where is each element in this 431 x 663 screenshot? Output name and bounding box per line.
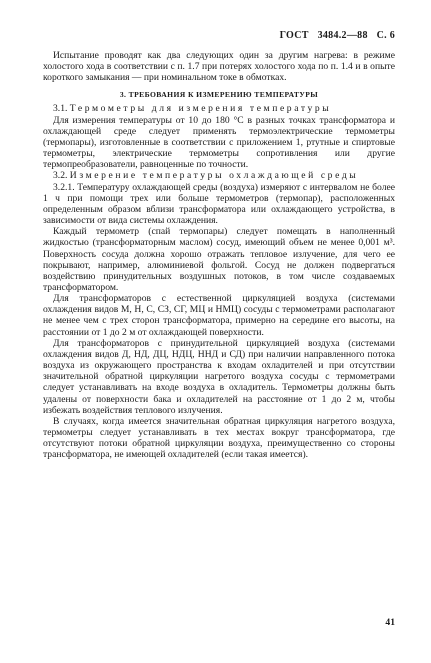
header-page-label: С. 6	[376, 30, 395, 41]
paragraph-forced-circulation: Для трансформаторов с принудительной циркуляцией воздуха (системами охлаждения видов Д, НД, ДЦ, НДЦ, ННД и СД) при наличии направленного потока воздуха из окружающего пространства к входам охладителей и при отсутствии значительной обратной циркуляции нагретого воздуха сосуды с термометрами следует устанавливать на входе воздуха в охладитель. Термометры должны быть удалены от поверхности бака и охладителей на расстояние от 1 до 2 м, чтобы избежать воздействия теплового излучения.	[43, 337, 395, 416]
paragraph-each-thermometer: Каждый термометр (спай термопары) следует помещать в наполненный жидкостью (трансформаторным маслом) сосуд, имеющий объем не менее 0,001 м³. Поверхность сосуда должна хорошо отражать тепловое излучение, для чего ее покрывают, например, алюминиевой фольгой. Сосуд не должен подвергаться воздействию принудительных воздушных потоков, в том числе создаваемых трансформатором.	[43, 226, 395, 293]
clause-3-1-number: 3.1.	[53, 103, 68, 115]
paragraph-reverse-circulation: В случаях, когда имеется значительная обратная циркуляция нагретого воздуха, термометры следует устанавливать в тех местах вокруг трансформатора, где отсутствуют потоки обратной циркуляции воздуха, преимущественно со стороны трансформатора, не имеющей охладителей (если такая имеется).	[43, 415, 395, 461]
section-title: 3. ТРЕБОВАНИЯ К ИЗМЕРЕНИЮ ТЕМПЕРАТУРЫ	[119, 90, 319, 100]
clause-3-2-heading	[43, 170, 395, 181]
paragraph-natural-circulation: Для трансформаторов с естественной циркуляцией воздуха (системами охлаждения видов М, Н, С, СЗ, СГ, МЦ и НМЦ) сосуды с термометрами располагают не менее чем с трех сторон трансформатора, примерно на середине его высоты, на расстоянии от 1 до 2 м от охлаждающей поверхности.	[43, 293, 395, 338]
page-number: 41	[385, 617, 395, 628]
header-number: 3484.2—88	[317, 30, 368, 41]
intro-paragraph: Испытание проводят как два следующих один за другим нагрева: в режиме холостого хода в соответствии с п. 1.7 при потерях холостого хода по п. 1.4 и в опыте короткого замыкания — при номинальном токе в обмотках.	[43, 50, 395, 84]
clause-3-1-text: Для измерения температуры от 10 до 180 °С в разных точках трансформатора и охлаждающей среде следует применять термоэлектрические термометры (термопары), изготовленные в соответствии с приложением 1, ртутные и спиртовые термометры, электрические термометры сопротивления или другие термопреобразователи, равноценные по точности.	[43, 114, 395, 171]
clause-3-1-heading	[43, 103, 395, 114]
document-page	[43, 30, 395, 460]
running-header	[43, 30, 395, 50]
header-standard: ГОСТ	[279, 30, 309, 41]
clause-3-1-title: Термометры для измерения температуры	[69, 103, 332, 115]
clause-3-2-1-text: 3.2.1. Температуру охлаждающей среды (воздуха) измеряют с интервалом не более 1 ч при помощи трех или больше термометров (термопар), расположенных определенным образом вблизи трансформатора или охлаждающего устройства, в зависимости от вида системы охлаждения.	[43, 181, 395, 227]
clause-3-2-title: Измерение температуры охлаждающей среды	[69, 170, 359, 182]
clause-3-2-number: 3.2.	[53, 170, 68, 182]
